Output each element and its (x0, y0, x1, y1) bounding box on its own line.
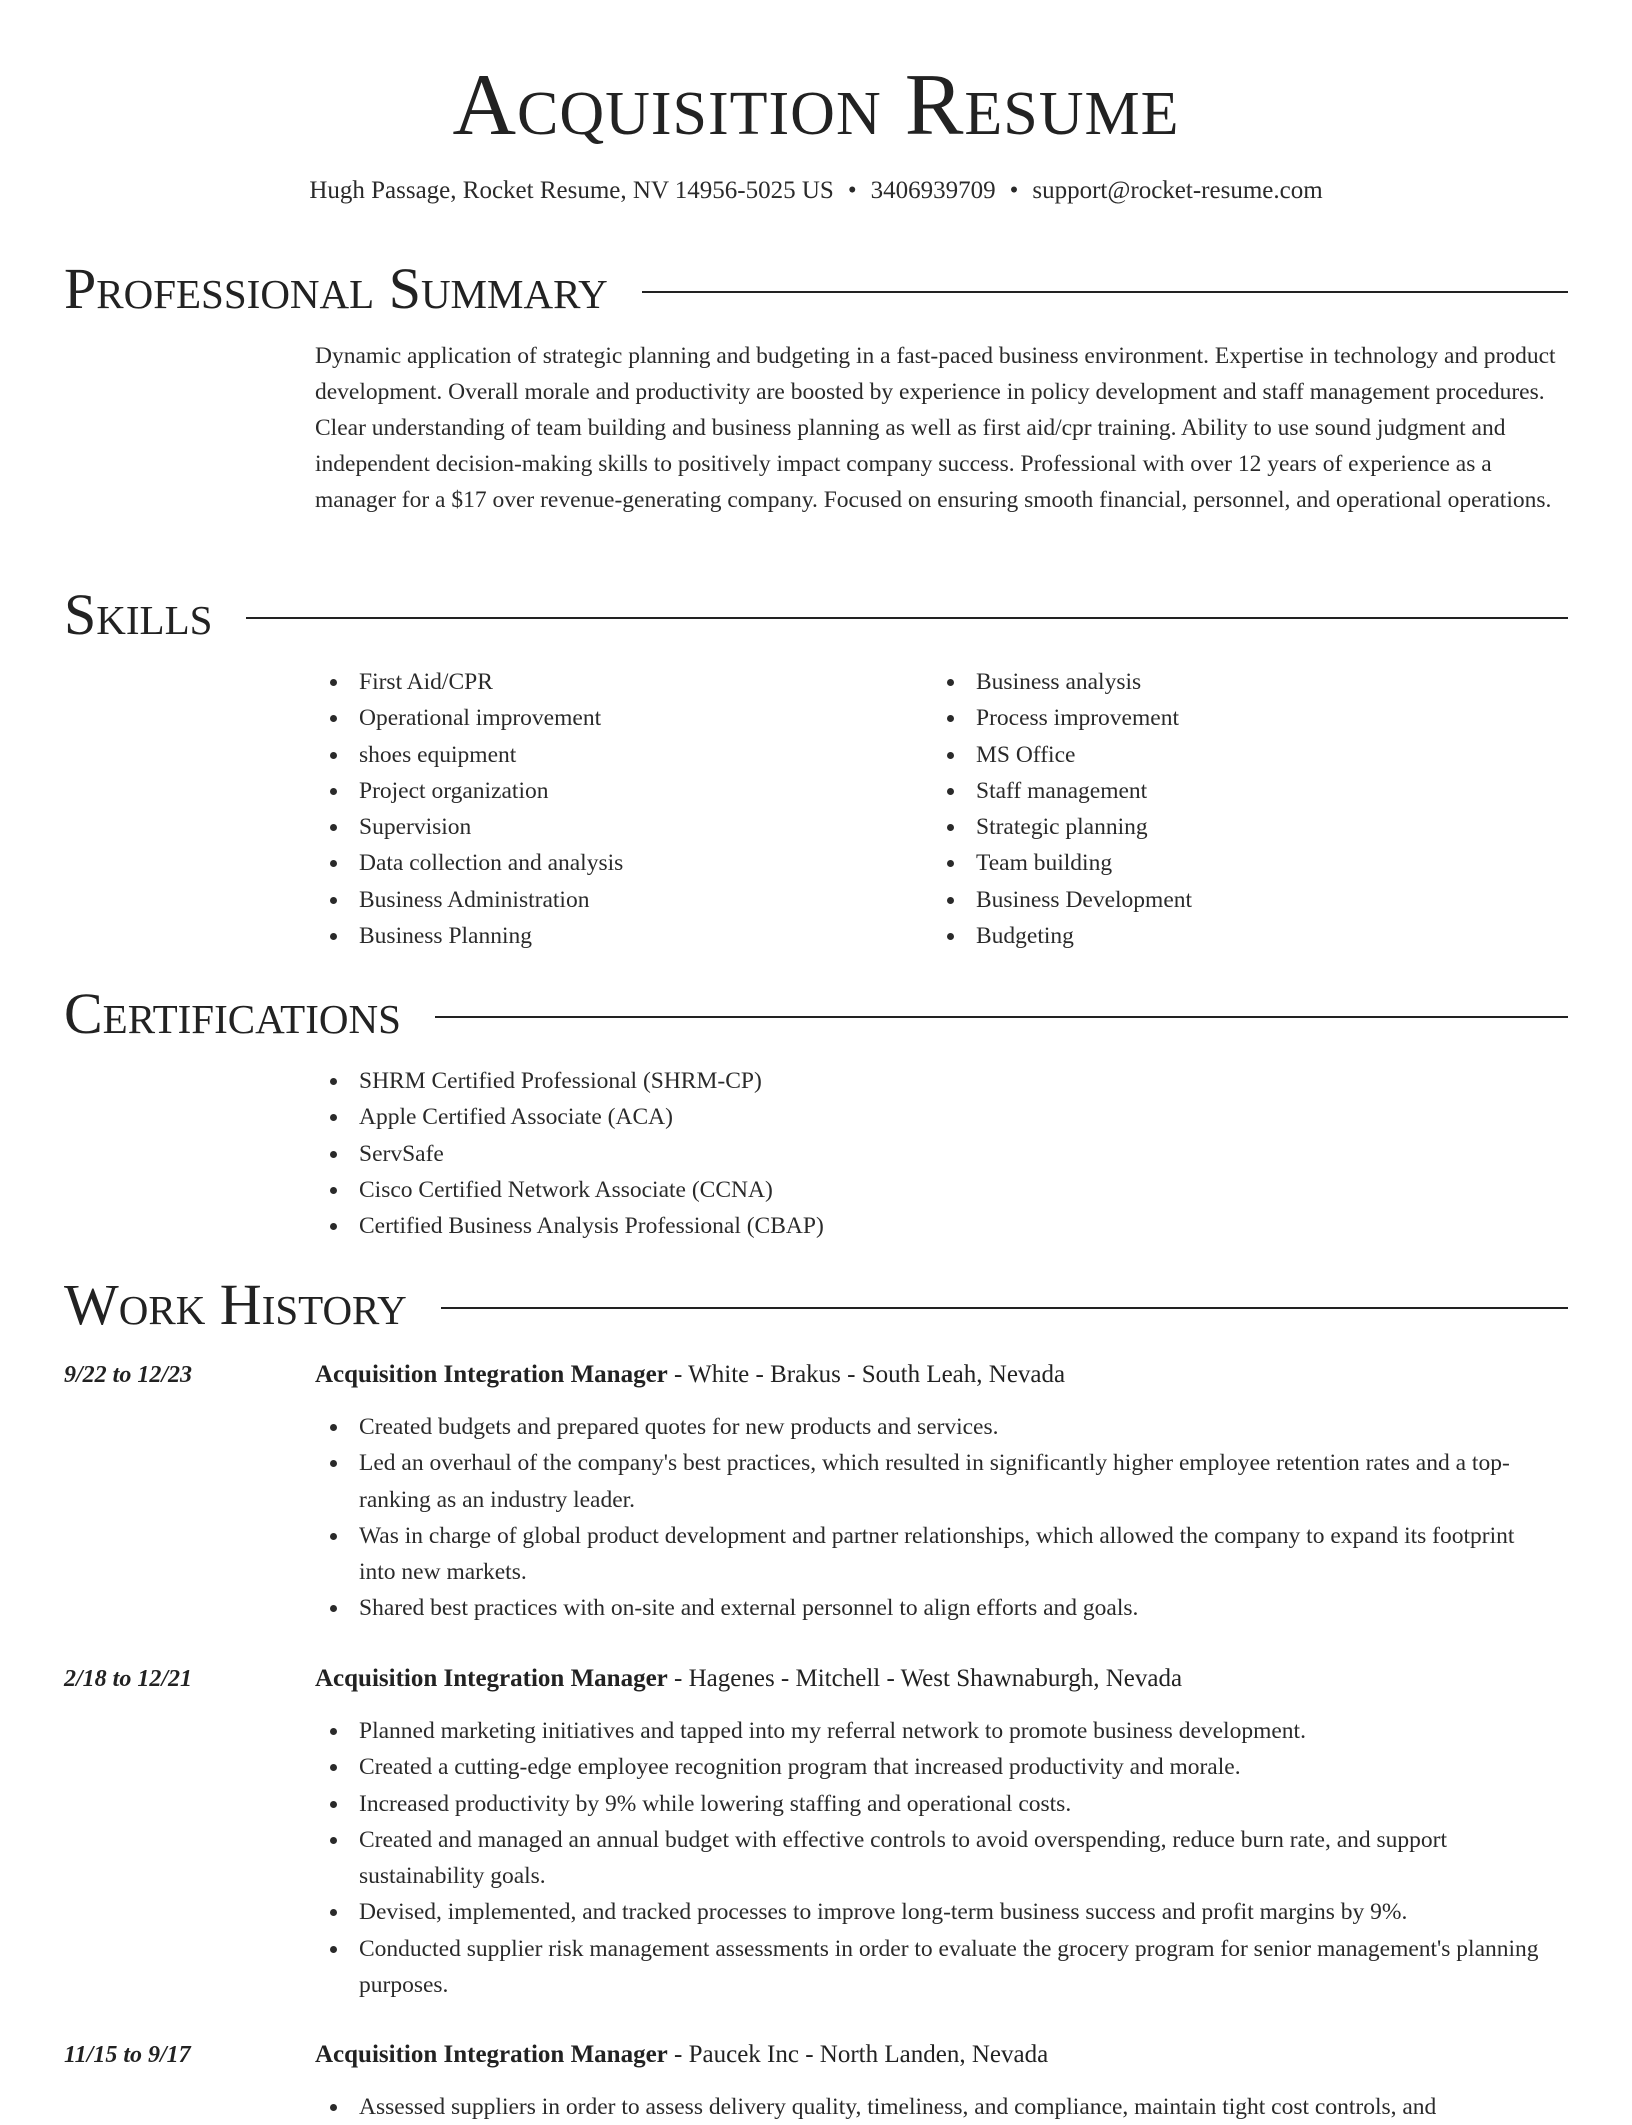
job-title: Acquisition Integration Manager (315, 2041, 668, 2068)
job-header (315, 2040, 1567, 2070)
skills-list-left (315, 664, 875, 954)
skill-item: Process improvement (932, 700, 1492, 736)
skill-item: Budgeting (932, 918, 1492, 954)
section-divider (246, 617, 1568, 619)
section-title-skills: Skills (64, 582, 213, 647)
skill-item: Project organization (315, 773, 875, 809)
certification-item: ServSafe (315, 1136, 1215, 1172)
job-duty: Devised, implemented, and tracked processes to improve long-term business success and profit margins by 9%. (315, 1894, 1567, 1930)
job-duty: Shared best practices with on-site and external personnel to align efforts and goals. (315, 1590, 1567, 1626)
job-employer: - Hagenes - Mitchell - West Shawnaburgh, Nevada (667, 1665, 1183, 1692)
section-title-work-history: Work History (64, 1272, 407, 1337)
contact-line (0, 176, 1632, 206)
skill-item: MS Office (932, 737, 1492, 773)
job-duties-list (315, 2089, 1567, 2125)
skill-item: First Aid/CPR (315, 664, 875, 700)
skill-item: Business analysis (932, 664, 1492, 700)
job-dates: 2/18 to 12/21 (64, 1666, 193, 1692)
job-duty: Created budgets and prepared quotes for new products and services. (315, 1409, 1567, 1445)
section-header-work-history (64, 1274, 1568, 1336)
job-dates: 9/22 to 12/23 (64, 1362, 193, 1388)
section-header-skills (64, 584, 1568, 646)
skill-item: shoes equipment (315, 737, 875, 773)
job-duties-list (315, 1409, 1567, 1627)
job-duty: Increased productivity by 9% while lowering staffing and operational costs. (315, 1786, 1567, 1822)
job-duty: Created a cutting-edge employee recognition program that increased productivity and morale. (315, 1749, 1567, 1785)
job-duty: Conducted supplier risk management assessments in order to evaluate the grocery program for senior management's planning purposes. (315, 1931, 1567, 2004)
job-header (315, 1360, 1567, 1390)
skill-item: Business Planning (315, 918, 875, 954)
certification-item: Apple Certified Associate (ACA) (315, 1099, 1215, 1135)
section-title-certifications: Certifications (64, 981, 401, 1046)
job-duties-list (315, 1713, 1567, 2003)
contact-separator: • (847, 177, 857, 204)
job-employer: - White - Brakus - South Leah, Nevada (667, 1361, 1066, 1388)
skills-list-right (932, 664, 1492, 954)
skill-item: Data collection and analysis (315, 845, 875, 881)
skill-item: Strategic planning (932, 809, 1492, 845)
job-dates: 11/15 to 9/17 (64, 2042, 191, 2068)
section-divider (642, 291, 1568, 293)
contact-email: support@rocket-resume.com (1032, 177, 1323, 204)
contact-phone: 3406939709 (870, 177, 996, 204)
certification-item: SHRM Certified Professional (SHRM-CP) (315, 1063, 1215, 1099)
certifications-list (315, 1063, 1215, 1244)
job-employer: - Paucek Inc - North Landen, Nevada (667, 2041, 1049, 2068)
job-duty: Was in charge of global product development and partner relationships, which allowed the company to expand its footprint into new markets. (315, 1518, 1567, 1591)
job-title: Acquisition Integration Manager (315, 1665, 668, 1692)
certification-item: Certified Business Analysis Professional (CBAP) (315, 1208, 1215, 1244)
certification-item: Cisco Certified Network Associate (CCNA) (315, 1172, 1215, 1208)
skill-item: Team building (932, 845, 1492, 881)
job-header (315, 1664, 1567, 1694)
summary-text: Dynamic application of strategic planning and budgeting in a fast-paced business environment. Expertise in technology and product development. Overall morale and productivity are boosted by experience in policy development and staff management procedures. Clear understanding of team building and business planning as well as first aid/cpr training. Ability to use sound judgment and independent decision-making skills to positively impact company success. Professional with over 12 years of experience as a manager for a $17 over revenue-generating company. Focused on ensuring smooth financial, personnel, and operational operations. (315, 343, 1556, 513)
skill-item: Operational improvement (315, 700, 875, 736)
section-title-summary: Professional Summary (64, 256, 608, 321)
section-divider (435, 1016, 1568, 1018)
job-duty: Planned marketing initiatives and tapped into my referral network to promote business development. (315, 1713, 1567, 1749)
section-header-summary (64, 258, 1568, 320)
contact-separator: • (1009, 177, 1019, 204)
skill-item: Business Administration (315, 882, 875, 918)
section-header-certifications (64, 983, 1568, 1045)
skill-item: Business Development (932, 882, 1492, 918)
skill-item: Supervision (315, 809, 875, 845)
job-duty: Led an overhaul of the company's best practices, which resulted in significantly higher employee retention rates and a top-ranking as an industry leader. (315, 1445, 1567, 1518)
job-duty: Created and managed an annual budget with effective controls to avoid overspending, reduce burn rate, and support sustainability goals. (315, 1822, 1567, 1895)
section-divider (441, 1307, 1568, 1309)
skill-item: Staff management (932, 773, 1492, 809)
contact-address: Hugh Passage, Rocket Resume, NV 14956-5025 US (309, 177, 834, 204)
job-duty: Assessed suppliers in order to assess delivery quality, timeliness, and compliance, maintain tight cost controls, and (315, 2089, 1567, 2125)
job-title: Acquisition Integration Manager (315, 1361, 668, 1388)
resume-title: Acquisition Resume (452, 57, 1180, 154)
